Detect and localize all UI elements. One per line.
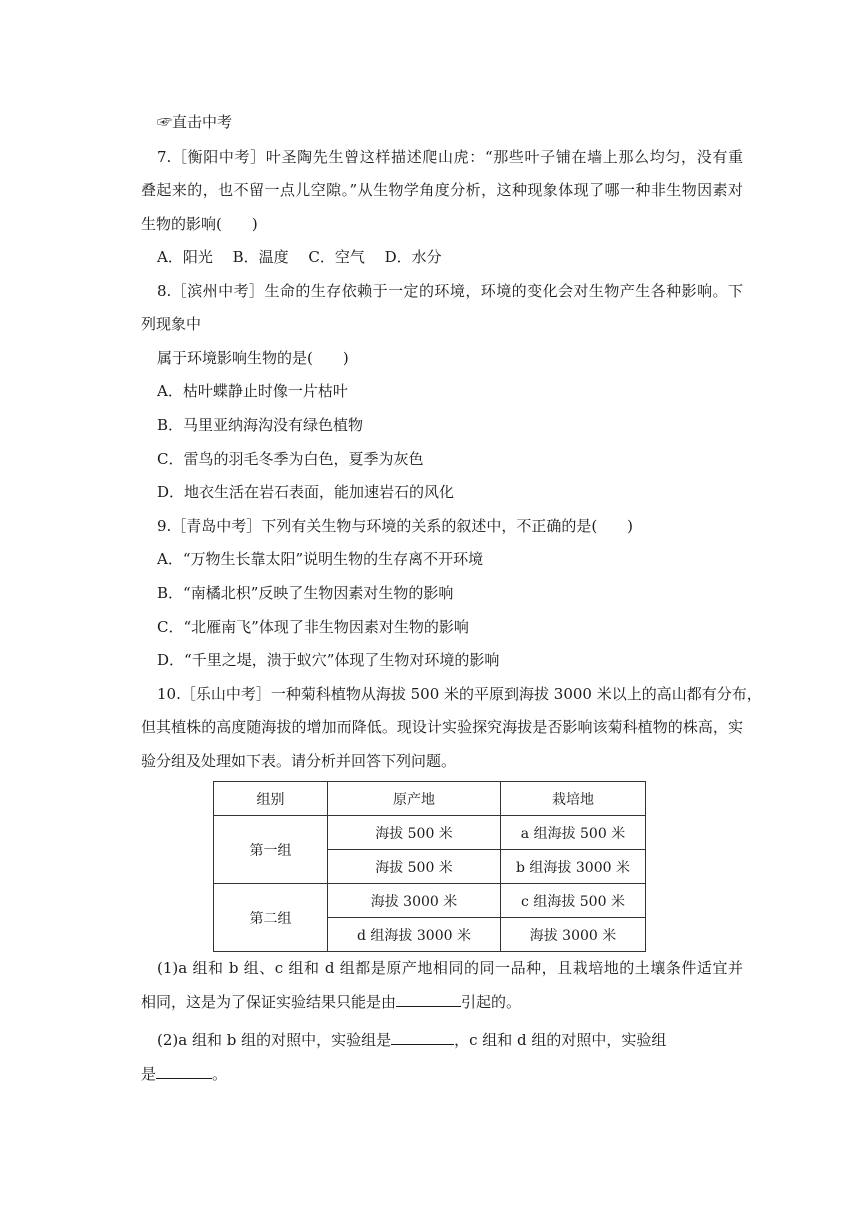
q9-option-a: A．“万物生长靠太阳”说明生物的生存离不开环境 bbox=[157, 550, 484, 568]
q10-sub1-text-after: 引起的。 bbox=[461, 993, 522, 1011]
q10-sub1-text-before: 相同，这是为了保证实验结果只能是由 bbox=[141, 993, 397, 1011]
table-cell: d 组海拔 3000 米 bbox=[328, 918, 501, 952]
table-cell: 海拔 500 米 bbox=[328, 816, 501, 850]
q9-option-c: C．“北雁南飞”体现了非生物因素对生物的影响 bbox=[157, 618, 469, 636]
q10-sub2-line2 bbox=[141, 1064, 227, 1084]
q9-option-d: D．“千里之堤，溃于蚁穴”体现了生物对环境的影响 bbox=[157, 651, 500, 669]
table-cell: 海拔 500 米 bbox=[328, 850, 501, 884]
q10-sub2-text-a: (2)a 组和 b 组的对照中，实验组是 bbox=[157, 1031, 392, 1049]
table-header-row bbox=[214, 782, 646, 816]
table-row bbox=[214, 884, 646, 918]
q10-line1: 10.［乐山中考］一种菊科植物从海拔 500 米的平原到海拔 3000 米以上的高山都有分布， bbox=[157, 685, 762, 703]
q7-line3: 生物的影响( ) bbox=[141, 215, 258, 233]
group-cell: 第一组 bbox=[214, 816, 328, 884]
q9-option-b: B．“南橘北枳”反映了生物因素对生物的影响 bbox=[157, 584, 454, 602]
experiment-table bbox=[213, 781, 646, 952]
q10-sub1-line1: (1)a 组和 b 组、c 组和 d 组都是原产地相同的同一品种，且栽培地的土壤条件适宜并 bbox=[157, 959, 743, 977]
q10-sub2-text-post: 。 bbox=[212, 1065, 228, 1083]
q10-sub2-text-pre: 是 bbox=[141, 1065, 157, 1083]
q7-options: A．阳光 B．温度 C．空气 D．水分 bbox=[157, 248, 442, 266]
table-header-cell: 栽培地 bbox=[501, 782, 646, 816]
q10-line2: 但其植株的高度随海拔的增加而降低。现设计实验探究海拔是否影响该菊科植物的株高，实 bbox=[141, 718, 743, 736]
table-cell: 海拔 3000 米 bbox=[328, 884, 501, 918]
answer-blank-3[interactable] bbox=[156, 1064, 212, 1079]
section-header: ☞直击中考 bbox=[157, 113, 233, 131]
q8-line3: 属于环境影响生物的是( ) bbox=[157, 349, 349, 367]
q7-line2: 叠起来的，也不留一点儿空隙。”从生物学角度分析，这种现象体现了哪一种非生物因素对 bbox=[141, 181, 743, 199]
q8-line2: 列现象中 bbox=[141, 315, 202, 333]
table-header-cell: 组别 bbox=[214, 782, 328, 816]
answer-blank-1[interactable] bbox=[396, 992, 461, 1007]
table-cell: 海拔 3000 米 bbox=[501, 918, 646, 952]
q8-option-a: A．枯叶蝶静止时像一片枯叶 bbox=[157, 382, 348, 400]
table-header-cell: 原产地 bbox=[328, 782, 501, 816]
q10-sub2-line1 bbox=[157, 1030, 666, 1050]
q10-sub1-line2 bbox=[141, 992, 521, 1012]
table-cell: b 组海拔 3000 米 bbox=[501, 850, 646, 884]
table-cell: a 组海拔 500 米 bbox=[501, 816, 646, 850]
q8-line1: 8.［滨州中考］生命的生存依赖于一定的环境，环境的变化会对生物产生各种影响。下 bbox=[157, 282, 743, 300]
q8-option-c: C．雷鸟的羽毛冬季为白色，夏季为灰色 bbox=[157, 450, 424, 468]
q10-line3: 验分组及处理如下表。请分析并回答下列问题。 bbox=[141, 752, 457, 770]
table-row bbox=[214, 816, 646, 850]
answer-blank-2[interactable] bbox=[391, 1030, 454, 1045]
group-cell: 第二组 bbox=[214, 884, 328, 952]
q8-option-d: D．地衣生活在岩石表面，能加速岩石的风化 bbox=[157, 483, 455, 501]
q8-option-b: B．马里亚纳海沟没有绿色植物 bbox=[157, 416, 364, 434]
table-cell: c 组海拔 500 米 bbox=[501, 884, 646, 918]
q7-line1: 7.［衡阳中考］叶圣陶先生曾这样描述爬山虎：“那些叶子铺在墙上那么均匀，没有重 bbox=[157, 148, 743, 166]
q9-line1: 9.［青岛中考］下列有关生物与环境的关系的叙述中，不正确的是( ) bbox=[157, 517, 634, 535]
q10-sub2-text-b: ，c 组和 d 组的对照中，实验组 bbox=[454, 1031, 667, 1049]
